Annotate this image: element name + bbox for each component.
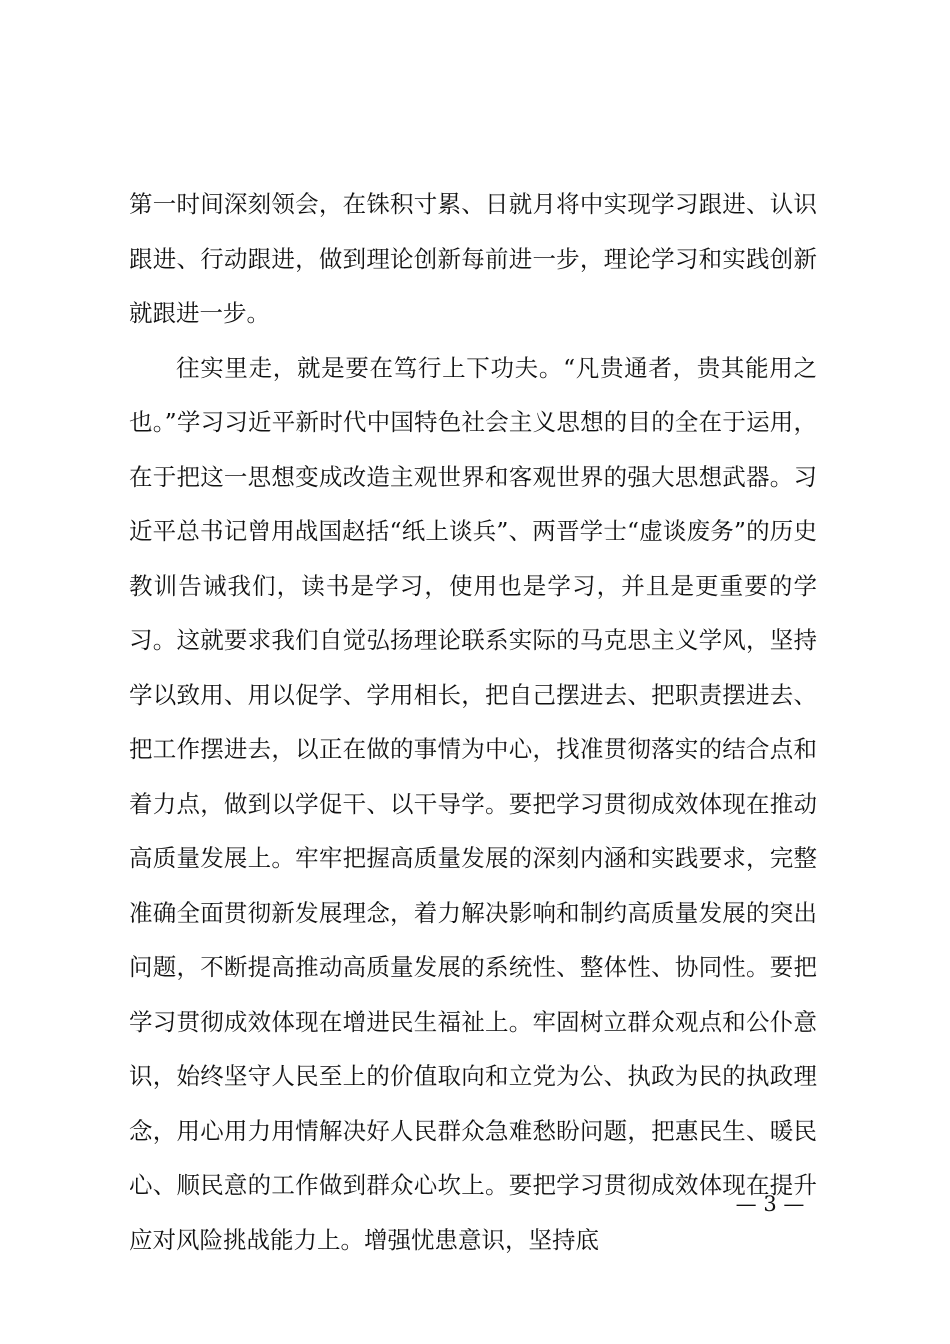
paragraph-continuation: 第一时间深刻领会，在铢积寸累、日就月将中实现学习跟进、认识跟进、行动跟进，做到理论创新每前进一步，理论学习和实践创新就跟进一步。 (129, 190, 817, 327)
body-text (129, 177, 817, 1267)
page-number: — 3 — (735, 1192, 805, 1216)
paragraph-practice: 往实里走，就是要在笃行上下功夫。“凡贵通者，贵其能用之也。”学习习近平新时代中国特色社会主义思想的目的全在于运用，在于把这一思想变成改造主观世界和客观世界的强大思想武器。习近平总书记曾用战国赵括“纸上谈兵”、两晋学士“虚谈废务”的历史教训告诫我们，读书是学习，使用也是学习，并且是更重要的学习。这就要求我们自觉弘扬理论联系实际的马克思主义学风，坚持学以致用、用以促学、学用相长，把自己摆进去、把职责摆进去、把工作摆进去，以正在做的事情为中心，找准贯彻落实的结合点和着力点，做到以学促干、以干导学。要把学习贯彻成效体现在推动高质量发展上。牢牢把握高质量发展的深刻内涵和实践要求，完整准确全面贯彻新发展理念，着力解决影响和制约高质量发展的突出问题，不断提高推动高质量发展的系统性、整体性、协同性。要把学习贯彻成效体现在增进民生福祉上。牢固树立群众观点和公仆意识，始终坚守人民至上的价值取向和立党为公、执政为民的执政理念，用心用力用情解决好人民群众急难愁盼问题，把惠民生、暖民心、顺民意的工作做到群众心坎上。要把学习贯彻成效体现在提升应对风险挑战能力上。增强忧患意识，坚持底 (129, 353, 817, 1254)
